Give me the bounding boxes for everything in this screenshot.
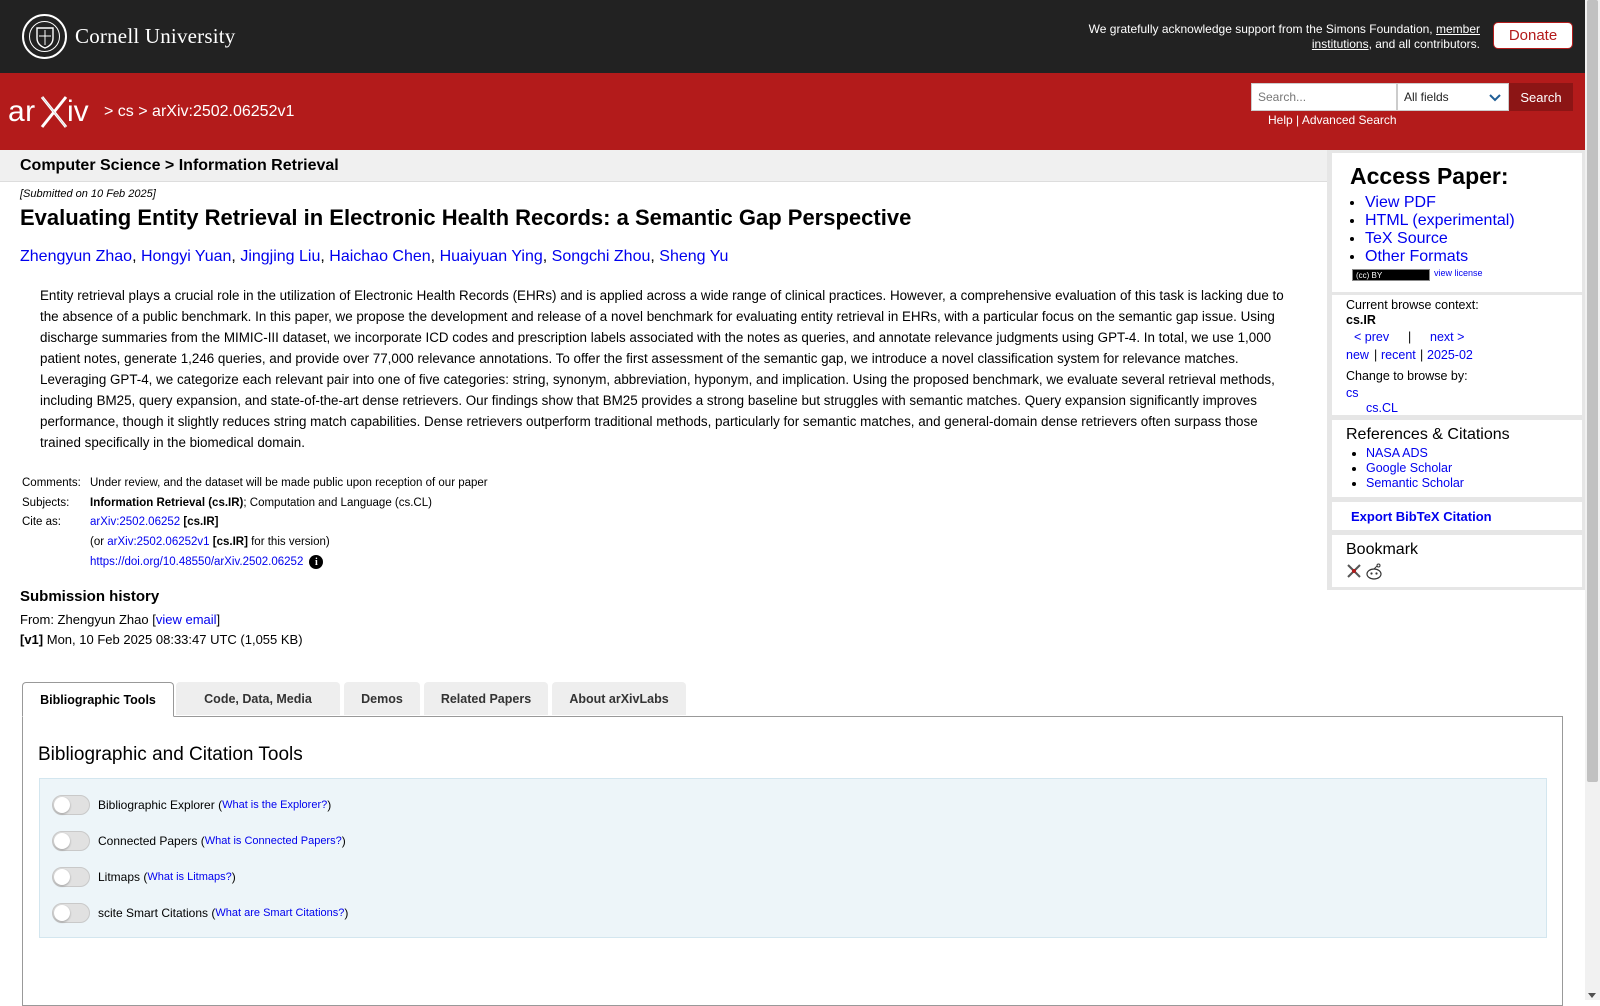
references-links — [1346, 446, 1464, 491]
help-link[interactable]: Help — [1268, 113, 1293, 127]
search-field-select[interactable]: All fields — [1397, 83, 1509, 111]
tool-row-connected-papers: Connected Papers ( What is Connected Papers? ) — [52, 831, 346, 851]
info-icon[interactable]: i — [309, 555, 323, 569]
institution-bar — [0, 0, 1585, 73]
cc-license-badge[interactable]: (cc) BY — [1352, 269, 1430, 281]
author-link[interactable]: Jingjing Liu — [240, 248, 321, 265]
abstract: Entity retrieval plays a crucial role in the utilization of Electronic Health Records (EHRs) and is applied across a wide range of clinical practices. However, a comprehensive evaluation of this task is lacking due to the absence of a public benchmark. In this paper, we propose the development and release of a novel benchmark for evaluating entity retrieval in EHRs, with a particular focus on the semantic gap issue. Using discharge summaries from the MIMIC-III dataset, we incorporate ICD codes and prescription labels associated with the notes as queries, and annotate relevance judgments using GPT-4. In total, we use 1,000 patient notes, generate 1,246 queries, and provide over 77,000 relevance annotations. To offer the first assessment of the semantic gap, we introduce a novel classification system for relevance matches. Leveraging GPT-4, we categorize each relevant pair into one of five categories: string, synonym, abbreviation, hyponym, and implication. Using the proposed benchmark, we evaluate several retrieval methods, including BM25, query expansion, and state-of-the-art dense retrievers. Our findings show that BM25 provides a strong baseline but struggles with semantic matches. Query expansion significantly improves performance, though it slightly reduces string match capabilities. Dense retrievers outperform traditional methods, particularly for semantic matches, and general-domain dense retrievers often surpass those trained specifically in the biomedical domain. — [40, 288, 1284, 450]
nasa-ads-link[interactable]: NASA ADS — [1366, 446, 1428, 460]
cornell-seal-icon — [22, 14, 67, 59]
help-links: Help | Advanced Search — [1268, 113, 1397, 127]
author-link[interactable]: Huaiyuan Ying — [439, 248, 543, 265]
view-license-link[interactable]: view license — [1434, 268, 1483, 278]
export-box — [1332, 502, 1582, 530]
doi-link[interactable]: https://doi.org/10.48550/arXiv.2502.06252 — [90, 556, 304, 569]
university-name: Cornell University — [75, 24, 236, 48]
scite-info-link[interactable]: What are Smart Citations? — [215, 907, 345, 919]
litmaps-toggle[interactable] — [52, 867, 90, 887]
html-link[interactable]: HTML (experimental) — [1365, 212, 1515, 229]
comments-value: Under review, and the dataset will be made public upon reception of our paper — [90, 477, 488, 489]
prev-link[interactable]: < prev — [1354, 330, 1390, 344]
scite-toggle[interactable] — [52, 903, 90, 923]
references-box — [1332, 420, 1582, 497]
donate-button[interactable]: Donate — [1493, 22, 1573, 49]
other-formats-link[interactable]: Other Formats — [1365, 248, 1469, 265]
explorer-toggle[interactable] — [52, 795, 90, 815]
breadcrumb-cs[interactable]: cs — [117, 103, 134, 120]
export-bibtex-link[interactable]: Export BibTeX Citation — [1351, 509, 1492, 524]
context-value: cs.IR — [1346, 313, 1376, 327]
tab-about-arxivlabs[interactable]: About arXivLabs — [552, 682, 686, 715]
access-paper-box — [1332, 153, 1582, 292]
subject-title: Computer Science > Information Retrieval — [20, 157, 339, 174]
change-browse-label: Change to browse by: — [1346, 369, 1468, 383]
search-input[interactable] — [1251, 83, 1397, 111]
context-label: Current browse context: — [1346, 298, 1479, 312]
access-heading: Access Paper: — [1350, 163, 1509, 189]
recent-link[interactable]: recent — [1381, 348, 1416, 362]
litmaps-info-link[interactable]: What is Litmaps? — [147, 871, 232, 883]
bibsonomy-icon[interactable] — [1346, 563, 1362, 579]
access-links — [1350, 194, 1515, 266]
author-list: Zhengyun Zhao, Hongyi Yuan, Jingjing Liu, Haichao Chen, Huaiyuan Ying, Songchi Zhou, Sheng Yu — [20, 248, 729, 265]
svg-text:iv: iv — [67, 95, 89, 128]
subject-header — [0, 150, 1327, 182]
tab-code-data-media[interactable]: Code, Data, Media — [176, 682, 340, 715]
tool-row-litmaps: Litmaps ( What is Litmaps? ) — [52, 867, 236, 887]
view-email-link[interactable]: view email — [155, 612, 217, 627]
references-heading: References & Citations — [1346, 426, 1510, 443]
arxiv-logo-icon[interactable] — [8, 91, 100, 131]
author-link[interactable]: Hongyi Yuan — [140, 248, 232, 265]
primary-subject: Information Retrieval (cs.IR) — [90, 496, 244, 509]
breadcrumb: > cs > arXiv:2502.06252v1 — [104, 103, 295, 120]
connected-papers-toggle[interactable] — [52, 831, 90, 851]
reddit-icon[interactable] — [1365, 563, 1383, 581]
semantic-scholar-link[interactable]: Semantic Scholar — [1366, 476, 1464, 490]
submission-date: [Submitted on 10 Feb 2025] — [20, 188, 156, 200]
next-link[interactable]: next > — [1430, 330, 1465, 344]
bookmark-heading: Bookmark — [1346, 541, 1419, 558]
chevron-down-icon — [1488, 90, 1502, 104]
cite-link[interactable]: arXiv:2502.06252 — [90, 516, 181, 528]
google-scholar-link[interactable]: Google Scholar — [1366, 461, 1453, 475]
version-entry: [v1] Mon, 10 Feb 2025 08:33:47 UTC (1,055 KB) — [20, 632, 303, 647]
support-message: We gratefully acknowledge support from the Simons Foundation, member institutions, and all contributors. — [1088, 22, 1480, 51]
arxiv-header — [0, 73, 1585, 150]
author-link[interactable]: Haichao Chen — [329, 248, 431, 265]
author-link[interactable]: Sheng Yu — [659, 248, 729, 265]
tex-source-link[interactable]: TeX Source — [1365, 230, 1448, 247]
submission-history-heading: Submission history — [20, 588, 160, 605]
bookmark-icons — [1346, 563, 1383, 581]
tools-list — [39, 778, 1547, 938]
breadcrumb-paper-id: arXiv:2502.06252v1 — [152, 103, 295, 120]
tab-related-papers[interactable]: Related Papers — [424, 682, 548, 715]
bookmark-box — [1332, 535, 1582, 587]
connected-papers-info-link[interactable]: What is Connected Papers? — [204, 835, 342, 847]
explorer-info-link[interactable]: What is the Explorer? — [222, 799, 328, 811]
author-link[interactable]: Zhengyun Zhao — [20, 248, 133, 265]
submission-from: From: Zhengyun Zhao [view email] — [20, 612, 221, 627]
scroll-down-arrow-icon[interactable] — [1588, 993, 1596, 998]
new-link[interactable]: new — [1346, 348, 1369, 362]
version-cite-link[interactable]: arXiv:2502.06252v1 — [107, 535, 210, 548]
search-button[interactable]: Search — [1509, 83, 1573, 111]
tools-heading: Bibliographic and Citation Tools — [38, 744, 303, 765]
sidebar — [1327, 150, 1585, 590]
month-link[interactable]: 2025-02 — [1427, 348, 1473, 362]
tab-bibliographic-tools[interactable]: Bibliographic Tools — [22, 682, 174, 717]
scrollbar-thumb[interactable] — [1587, 0, 1598, 782]
member-institutions-link[interactable]: member institutions — [1311, 22, 1480, 51]
paper-title: Evaluating Entity Retrieval in Electronic Health Records: a Semantic Gap Perspective — [20, 205, 912, 230]
view-pdf-link[interactable]: View PDF — [1365, 194, 1436, 211]
tab-demos[interactable]: Demos — [344, 682, 420, 715]
browse-cscl-link[interactable]: cs.CL — [1366, 401, 1398, 415]
browse-cs-link[interactable]: cs — [1346, 386, 1359, 400]
browse-context-box: Current browse context: cs.IR < prev | next > new | recent | 2025-02 Change to browse by: cs cs.CL — [1332, 295, 1582, 415]
author-link[interactable]: Songchi Zhou — [551, 248, 651, 265]
cornell-logo[interactable] — [22, 14, 236, 59]
bibliographic-tools-panel — [22, 716, 1563, 1006]
tool-row-scite: scite Smart Citations ( What are Smart Citations? ) — [52, 903, 348, 923]
svg-text:ar: ar — [8, 95, 36, 128]
page-scrollbar[interactable] — [1585, 0, 1600, 1000]
tool-row-explorer: Bibliographic Explorer ( What is the Explorer? ) — [52, 795, 331, 815]
advanced-search-link[interactable]: Advanced Search — [1301, 113, 1397, 127]
